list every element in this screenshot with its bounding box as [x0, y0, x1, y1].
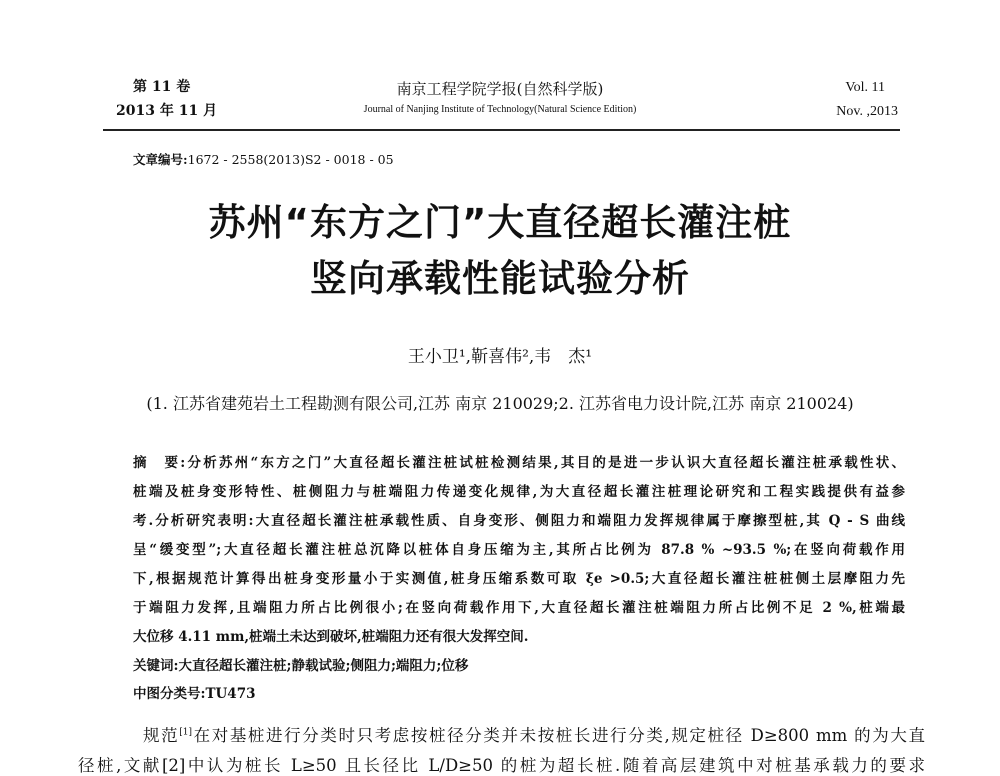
keywords-value: 大直径超长灌注桩;静载试验;侧阻力;端阻力;位移 — [178, 658, 469, 674]
affiliation: (1. 江苏省建苑岩土工程勘测有限公司,江苏 南京 210029;2. 江苏省电力设计院,江苏 南京 210024) — [146, 394, 854, 413]
clc-value: TU473 — [205, 686, 256, 702]
body-text: 规范 — [143, 726, 180, 745]
volume-en: Vol. 11 — [845, 80, 885, 95]
abstract-line: 考.分析研究表明:大直径超长灌注桩承载性质、自身变形、侧阻力和端阻力发挥规律属于摩擦型桩,其 Q - S 曲线 — [133, 513, 905, 529]
abstract-line: 桩端及桩身变形特性、桩侧阻力与桩端阻力传递变化规律,为大直径超长灌注桩理论研究和工程实践提供有益参 — [133, 484, 905, 500]
volume-cn: 第 11 卷 — [133, 79, 191, 95]
abstract-line — [133, 451, 905, 471]
article-number-value: 1672 - 2558(2013)S2 - 0018 - 05 — [187, 152, 394, 167]
abstract-line: 大位移 4.11 mm,桩端土未达到破坏,桩端阻力还有很大发挥空间. — [133, 629, 529, 645]
keywords — [133, 654, 468, 674]
date-en: Nov. ,2013 — [836, 104, 898, 119]
keywords-label: 关键词: — [133, 658, 179, 674]
header-rule — [103, 129, 900, 131]
abstract-text: 分析苏州“东方之门”大直径超长灌注桩试桩检测结果,其目的是进一步认识大直径超长灌注桩承载性状、 — [185, 455, 906, 471]
body-line: 径桩,文献[2]中认为桩长 L≥50 且长径比 L/D≥50 的桩为超长桩.随着高层建筑中对桩基承载力的要求 — [78, 756, 925, 775]
journal-title-cn: 南京工程学院学报(自然科学版) — [396, 80, 604, 98]
abstract-line: 于端阻力发挥,且端阻力所占比例很小;在竖向荷载作用下,大直径超长灌注桩端阻力所占比例不足 2 %,桩端最 — [133, 600, 905, 616]
body-line — [143, 722, 925, 746]
article-number — [133, 150, 394, 168]
title-line-1: 苏州“东方之门”大直径超长灌注桩 — [208, 201, 792, 244]
date-cn: 2013 年 11 月 — [116, 103, 218, 119]
abstract-line: 呈“缓变型”;大直径超长灌注桩总沉降以桩体自身压缩为主,其所占比例为 87.8 % ~93.5 %;在竖向荷载作用 — [133, 542, 905, 558]
abstract-label: 摘 要: — [133, 455, 186, 471]
clc-number — [133, 682, 255, 702]
article-number-label: 文章编号: — [133, 152, 188, 167]
title-line-2: 竖向承载性能试验分析 — [310, 257, 690, 300]
abstract-line: 下,根据规范计算得出桩身变形量小于实测值,桩身压缩系数可取 ξe >0.5;大直径超长灌注桩桩侧土层摩阻力先 — [133, 571, 905, 587]
journal-title-en: Journal of Nanjing Institute of Technology(Natural Science Edition) — [363, 104, 637, 115]
body-text: 在对基桩进行分类时只考虑按桩径分类并未按桩长进行分类,规定桩径 D≥800 mm 的为大直 — [191, 726, 926, 745]
citation-ref: [1] — [179, 727, 192, 738]
clc-label: 中图分类号: — [133, 686, 206, 702]
authors: 王小卫¹,靳喜伟²,韦 杰¹ — [407, 347, 593, 367]
